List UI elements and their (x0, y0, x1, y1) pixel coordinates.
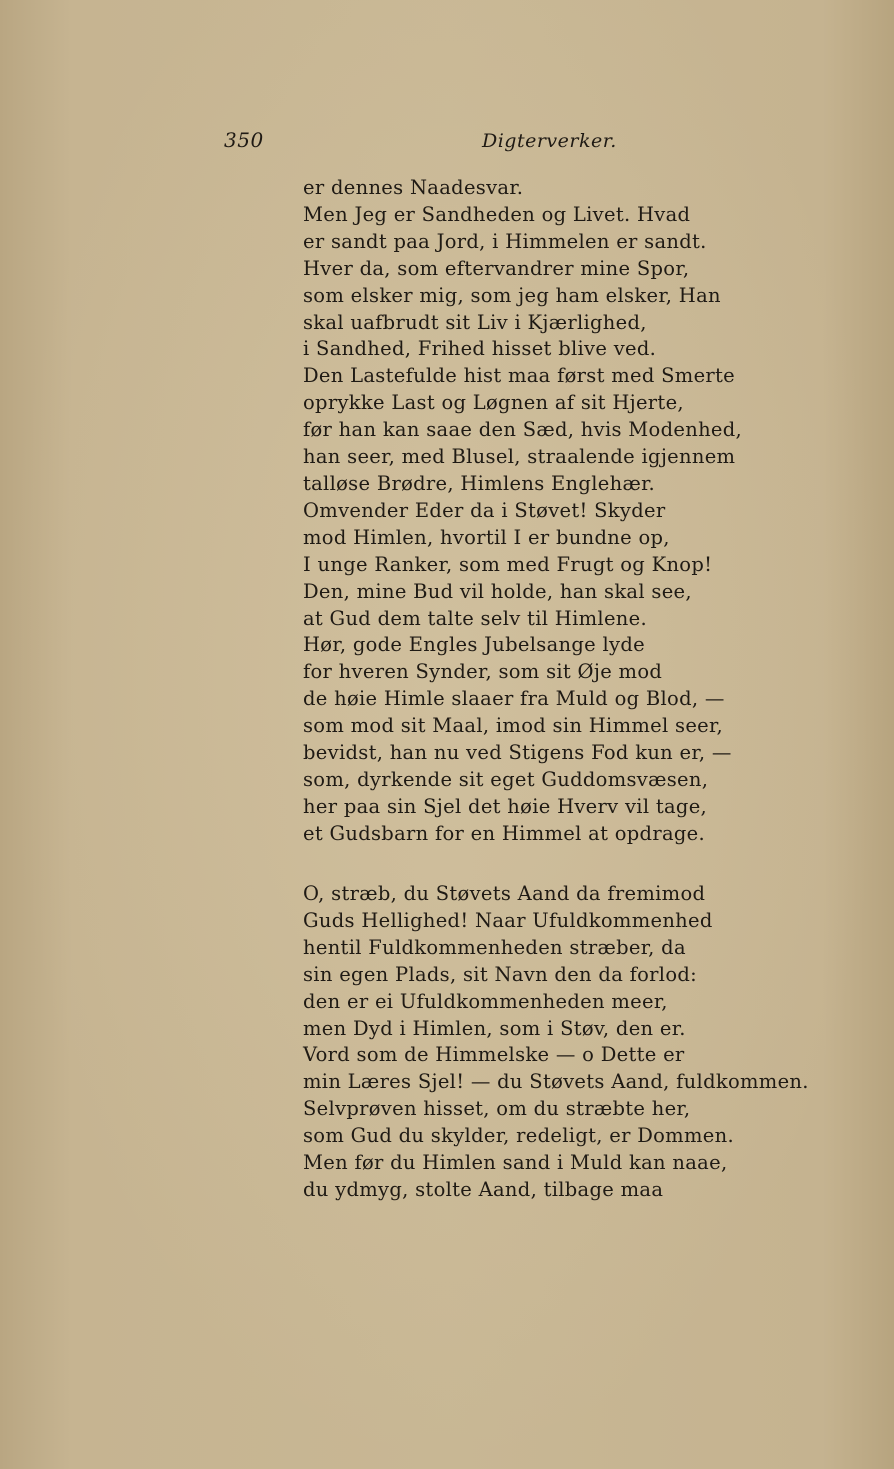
poem-line: de høie Himle slaaer fra Muld og Blod, — (303, 687, 725, 711)
poem-line: som Gud du skylder, redeligt, er Dommen. (303, 1124, 734, 1148)
poem-line: Hør, gode Engles Jubelsange lyde (303, 633, 645, 657)
poem-line: hentil Fuldkommenheden stræber, da (303, 935, 686, 959)
poem-line: Den Lastefulde hist maa først med Smerte (303, 364, 736, 388)
poem-line: Vord som de Himmelske — o Dette er (303, 1043, 685, 1067)
poem-line: talløse Brødre, Himlens Englehær. (303, 471, 656, 495)
poem-stanza-2 (303, 881, 809, 1204)
poem-line: som elsker mig, som jeg ham elsker, Han (303, 283, 721, 307)
page-number: 350 (224, 128, 264, 152)
poem-line: som, dyrkende sit eget Guddomsvæsen, (303, 767, 709, 791)
poem-line: Guds Hellighed! Naar Ufuldkommenhed (303, 908, 713, 932)
poem-line: han seer, med Blusel, straalende igjennem (303, 445, 736, 469)
poem-line: bevidst, han nu ved Stigens Fod kun er, — (303, 741, 732, 765)
poem-line: du ydmyg, stolte Aand, tilbage maa (303, 1177, 664, 1201)
poem-line: er dennes Naadesvar. (303, 176, 524, 199)
poem-line: mod Himlen, hvortil I er bundne op, (303, 525, 670, 549)
poem-line: et Gudsbarn for en Himmel at opdrage. (303, 821, 705, 845)
poem-line: den er ei Ufuldkommenheden meer, (303, 989, 668, 1013)
poem-stanza-1 (303, 175, 742, 848)
poem-line: min Læres Sjel! — du Støvets Aand, fuldkommen. (303, 1070, 809, 1094)
poem-line: er sandt paa Jord, i Himmelen er sandt. (303, 229, 707, 253)
poem-line: Men før du Himlen sand i Muld kan naae, (303, 1151, 728, 1175)
poem-line: her paa sin Sjel det høie Hverv vil tage, (303, 794, 708, 818)
poem-line: Omvender Eder da i Støvet! Skyder (303, 498, 666, 522)
poem-line: Men Jeg er Sandheden og Livet. Hvad (303, 202, 691, 226)
poem-line: Selvprøven hisset, om du stræbte her, (303, 1097, 691, 1121)
poem-line: for hveren Synder, som sit Øje mod (303, 660, 663, 684)
poem-line: i Sandhed, Frihed hisset blive ved. (303, 337, 657, 361)
poem-line: at Gud dem talte selv til Himlene. (303, 606, 647, 630)
page-header (0, 128, 894, 158)
poem-line: før han kan saae den Sæd, hvis Modenhed, (303, 418, 743, 442)
poem-line: oprykke Last og Løgnen af sit Hjerte, (303, 391, 684, 415)
poem-line: I unge Ranker, som med Frugt og Knop! (303, 552, 713, 576)
poem-line: O, stræb, du Støvets Aand da fremimod (303, 882, 706, 905)
poem-line: men Dyd i Himlen, som i Støv, den er. (303, 1016, 686, 1040)
poem-line: som mod sit Maal, imod sin Himmel seer, (303, 714, 723, 738)
poem-line: Hver da, som eftervandrer mine Spor, (303, 256, 690, 280)
poem-line: skal uafbrudt sit Liv i Kjærlighed, (303, 310, 647, 334)
running-title: Digterverker. (482, 130, 617, 152)
poem-line: Den, mine Bud vil holde, han skal see, (303, 579, 692, 603)
poem-line: sin egen Plads, sit Navn den da forlod: (303, 962, 698, 986)
